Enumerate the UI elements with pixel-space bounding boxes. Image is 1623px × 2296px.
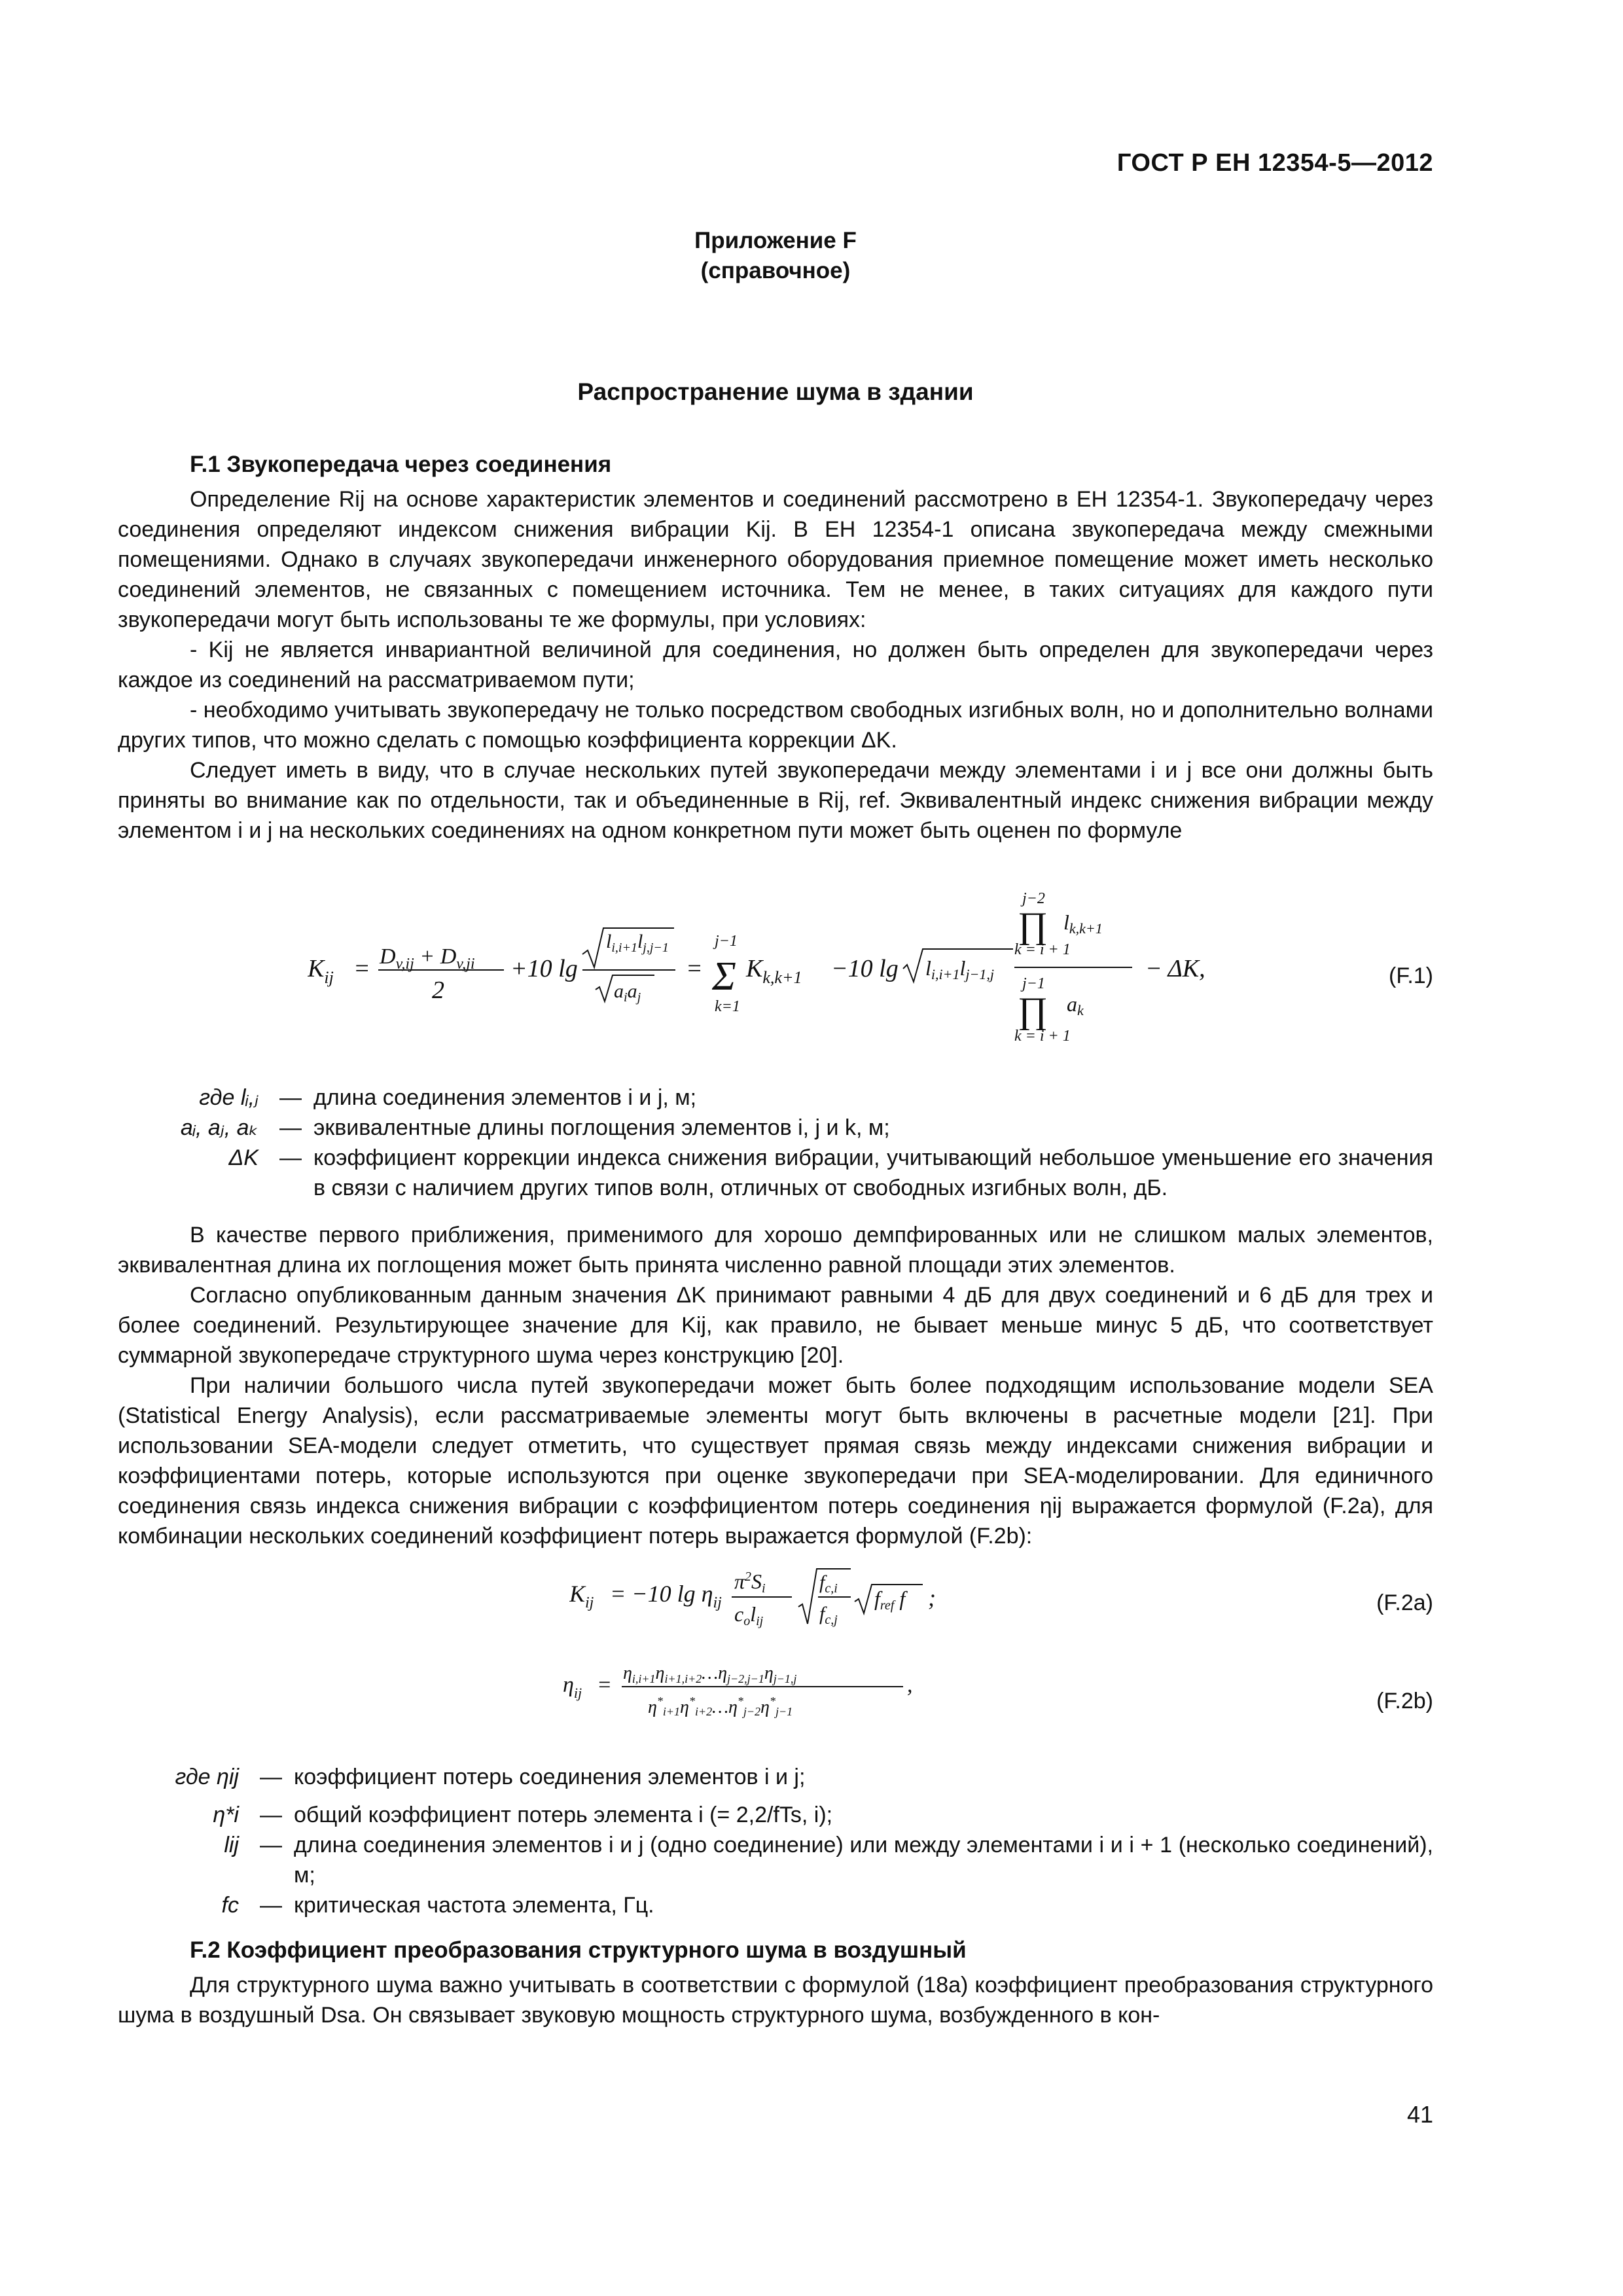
svg-text:=: =	[353, 955, 370, 982]
svg-text:Kij: $K_{ij}$	[308, 955, 334, 987]
definition-term: где lᵢ,ⱼ	[199, 1085, 259, 1110]
formula-f2b-graphic	[563, 1653, 1021, 1725]
svg-text:2: 2	[432, 977, 444, 1004]
paragraph-condition-2: - необходимо учитывать звукопередачу не только посредством свободных изгибных волн, но и дополнительно волнами других типов, что можно сделать с помощью коэффициента коррекции ΔK.	[118, 698, 1433, 753]
definition-text: критическая частота элемента, Гц.	[294, 1893, 654, 1918]
definition-term: fc	[221, 1893, 239, 1918]
paragraph-first-approx: В качестве первого приближения, применимого для хорошо демпфированных или не слишком малых элементов, эквивалентная длина их поглощения может быть принята численно равной площади этих элементов.	[118, 1223, 1433, 1278]
definition-term: η*i	[213, 1803, 239, 1827]
svg-text:fc,i: $f_{c,i}$	[819, 1571, 838, 1596]
paragraph-sea-model: При наличии большого числа путей звукопередачи может быть более подходящим использование модели SEA (Statistical Energy Analysis), если рассматриваемые элементы могут быть включены в расчетные модели [21]. При использовании SEA-модели следует отметить, что существует прямая связь между индексами снижения вибрации и коэффициентами потерь, которые используются при оценке звукопередачи при SEA-моделировании. Для единичного соединения связь индекса снижения вибрации с коэффициентом потерь соединения ηij выражается формулой (F.2а), для комбинации нескольких соединений коэффициент потерь выражается формулой (F.2b):	[118, 1373, 1433, 1549]
svg-text:lk,k+1: lk,k+1	[1063, 910, 1103, 937]
svg-text:−10 lg: −10 lg	[831, 955, 899, 982]
svg-text:Kk,k+1: $K_{k,k+1}$	[746, 955, 802, 987]
em-dash: —	[260, 1803, 282, 1827]
svg-text:k = i + 1: k = i + 1	[1014, 941, 1071, 958]
paragraph-paths: Следует иметь в виду, что в случае нескольких путей звукопередачи между элементами i и j все они должны быть приняты во внимание как по отдельности, так и объединенные в Rij, ref. Эквивалентный индекс снижения вибрации между элементом i и j на нескольких соединениях на одном конкретном пути может быть оценен по формуле	[118, 758, 1433, 843]
em-dash: —	[279, 1115, 302, 1140]
svg-text:Dv,ij + Dv,ji: $D_{v,ij} + D_{v,ji}$	[380, 944, 475, 973]
definition-text: коэффициент потерь соединения элементов i и j;	[294, 1765, 806, 1789]
paragraph-condition-1: - Kij не является инвариантной величиной для соединения, но должен быть определен для звукопередачи через каждое из соединений на рассматриваемом пути;	[118, 637, 1433, 692]
svg-text:fc,j: $f_{c,j}$	[819, 1603, 838, 1627]
svg-text:∏: ∏	[1018, 905, 1048, 946]
svg-text:li,i+1lj,j−1: $l_{i,i+1}l_{j,j-1}$	[606, 931, 669, 955]
equation-label-f2b: (F.2b)	[1376, 1689, 1433, 1713]
svg-text:fref f: fref f	[874, 1587, 906, 1613]
svg-text:+10 lg: +10 lg	[510, 955, 578, 982]
svg-text:η*i+1η*i+2…η*j−2η*j−1: $\eta^*_{i+1}\eta^*_{i+2}\dots\eta^*_{j-2}\eta^*_{j-1}$	[648, 1695, 793, 1718]
annex-status: (справочное)	[700, 258, 851, 283]
section-heading-f2: F.2 Коэффициент преобразования структурного шума в воздушный	[190, 1937, 967, 1963]
definition-row	[118, 1830, 1433, 1890]
svg-text:j−1: j−1	[715, 933, 738, 950]
equation-label-f1: (F.1)	[1389, 963, 1433, 988]
definition-text: длина соединения элементов i и j (одно соединение) или между элементами i и i + 1 (несколько соединений), м;	[294, 1833, 1433, 1888]
page-title: Распространение шума в здании	[577, 378, 974, 405]
svg-text:∏: ∏	[1018, 990, 1048, 1031]
formula-f1-graphic	[308, 877, 1289, 1067]
em-dash: —	[260, 1893, 282, 1918]
em-dash: —	[260, 1833, 282, 1857]
svg-text:Kij: $K_{ij}$	[569, 1581, 594, 1611]
em-dash: —	[260, 1765, 282, 1789]
definitions-f2	[118, 1762, 1433, 1920]
equation-label-f2a: (F.2a)	[1376, 1590, 1433, 1615]
definition-term: где ηij	[175, 1765, 239, 1789]
definition-term: aᵢ, aⱼ, aₖ	[180, 1115, 259, 1140]
svg-text:k=1: k=1	[715, 998, 740, 1015]
definition-row	[118, 1890, 1433, 1920]
page-number: 41	[1406, 2101, 1433, 2128]
definition-text: эквивалентные длины поглощения элементов i, j и k, м;	[313, 1115, 890, 1140]
svg-text:=: =	[686, 955, 703, 982]
definitions-f1	[118, 1083, 1433, 1203]
definition-term: ΔK	[228, 1145, 259, 1170]
svg-text:colij: colij	[734, 1602, 764, 1628]
definition-row	[118, 1083, 1433, 1113]
standard-code: ГОСТ Р ЕН 12354-5—2012	[1116, 149, 1433, 177]
svg-text:=: =	[597, 1673, 612, 1697]
formula-f1	[308, 877, 1289, 1067]
svg-text:;: ;	[928, 1585, 936, 1611]
svg-text:,: ,	[907, 1673, 913, 1697]
svg-text:− ΔK,: − ΔK,	[1145, 955, 1205, 982]
paragraph-published-data: Согласно опубликованным данным значения ΔK принимают равными 4 дБ для двух соединений и 6 дБ для трех и более соединений. Результирующее значение для Kij, как правило, не бывает меньше минус 5 дБ, что соответствует суммарной звукопередаче структурного шума через конструкцию [20].	[118, 1283, 1433, 1368]
definition-row	[118, 1143, 1433, 1203]
definition-row	[118, 1800, 1433, 1830]
formula-f2a-graphic	[569, 1561, 1027, 1640]
svg-text:ηi,i+1ηi+1,i+2…ηj−2,j−1ηj−1,j: $\eta_{i,i+1}\eta_{i+1,i+2}\dots\eta_{j-2,j-1}\eta_{j-1,j}$	[623, 1663, 797, 1685]
svg-text:= −10 lg ηij: = −10 $\lg \eta_{ij}$	[610, 1581, 722, 1611]
em-dash: —	[279, 1085, 302, 1110]
formula-f2b	[563, 1653, 1021, 1725]
definition-text: общий коэффициент потерь элемента i (= 2,2/fTs, i);	[294, 1803, 833, 1827]
svg-text:li,i+1lj−1,j: li,i+1lj−1,j	[925, 956, 994, 982]
em-dash: —	[279, 1145, 302, 1170]
svg-text:k = i + 1: k = i + 1	[1014, 1028, 1071, 1045]
definition-row	[118, 1762, 1433, 1792]
definition-text: длина соединения элементов i и j, м;	[313, 1085, 697, 1110]
definition-text: коэффициент коррекции индекса снижения вибрации, учитывающий небольшое уменьшение его значения в связи с наличием других типов волн, отличных от свободных изгибных волн, дБ.	[313, 1145, 1433, 1200]
svg-text:π2Si: $\pi^2Si$	[734, 1570, 766, 1596]
svg-text:ak: ak	[1067, 992, 1084, 1018]
formula-f2a	[569, 1561, 1027, 1640]
svg-text:j−2: j−2	[1022, 890, 1045, 907]
svg-text:aiaj: $a_ia_j$	[614, 980, 641, 1005]
svg-text:ηij: $\eta_{ij}$	[563, 1673, 582, 1701]
definition-term: lij	[224, 1833, 239, 1857]
annex-label: Приложение F	[694, 228, 857, 253]
definition-row	[118, 1113, 1433, 1143]
svg-text:Σ: Σ	[712, 954, 736, 999]
svg-text:j−1: j−1	[1022, 975, 1045, 992]
paragraph-intro: Определение Rij на основе характеристик элементов и соединений рассмотрено в ЕН 12354-1. Звукопередачу через соединения определяют индексом снижения вибрации Kij. В ЕН 12354-1 описана звукопередача между смежными помещениями. Однако в случаях звукопередачи инженерного оборудования приемное помещение может иметь несколько соединений элементов, не связанных с помещением источника. Тем не менее, в таких ситуациях для каждого пути звукопередачи могут быть использованы те же формулы, при условиях:	[118, 487, 1433, 632]
paragraph-structure-noise: Для структурного шума важно учитывать в соответствии с формулой (18а) коэффициент преобразования структурного шума в воздушный Dsa. Он связывает звуковую мощность структурного шума, возбужденного в кон-	[118, 1973, 1433, 2028]
section-heading-f1: F.1 Звукопередача через соединения	[190, 452, 612, 477]
